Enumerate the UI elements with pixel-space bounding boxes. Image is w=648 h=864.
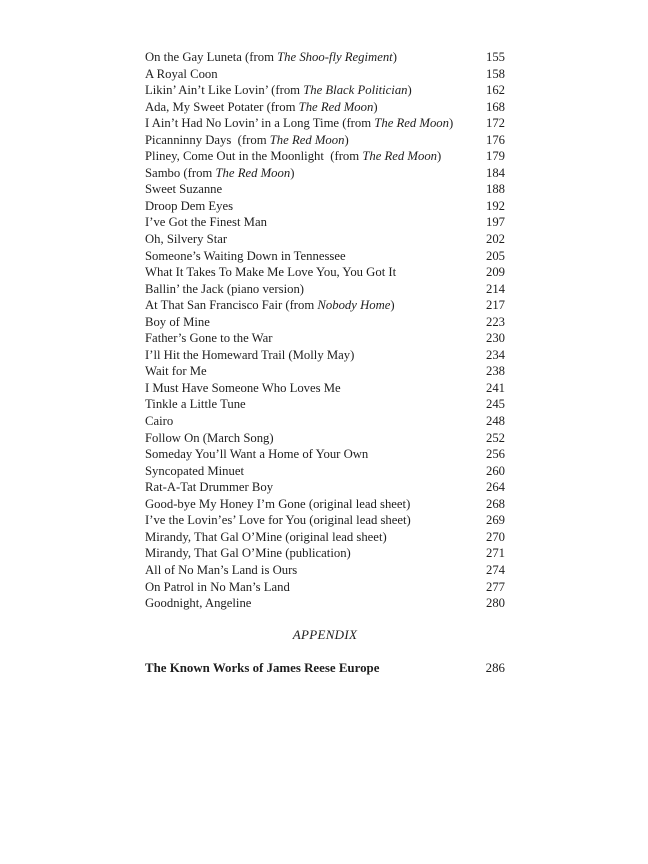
entry-title-post: ) [290,165,295,180]
toc-entry-title [145,446,368,463]
toc-entry [145,264,505,281]
toc-entry [145,380,505,397]
toc-entry [145,281,505,298]
toc-entry [145,165,505,182]
entry-title-post: ) [344,132,349,147]
toc-entry [145,248,505,265]
entry-page-number: 179 [485,149,505,164]
entry-page-number: 202 [485,232,505,247]
toc-entry [145,479,505,496]
entry-title-pre: I’ve Got the Finest Man [145,215,267,230]
toc-entry [145,529,505,546]
entry-page-number: 230 [485,331,505,346]
entry-title-pre: On the Gay Luneta (from [145,50,278,64]
toc-entry-title [145,330,272,347]
toc-entry-title [145,595,251,612]
appendix-entry [145,661,505,676]
entry-page-number: 268 [485,496,505,511]
entry-title-italic: Nobody Home [317,298,391,313]
entry-page-number: 280 [485,596,505,611]
toc-entry [145,363,505,380]
toc-entry-title [145,281,304,298]
entry-title-post: ) [392,50,397,64]
toc-entry-title [145,413,173,430]
entry-title-italic: The Red Moon [269,132,345,147]
toc-entry-title [145,49,397,66]
toc-entry-title [145,297,395,314]
toc-entry [145,579,505,596]
toc-entry [145,297,505,314]
entry-page-number: 234 [485,347,505,362]
entry-page-number: 168 [485,99,505,114]
toc-entry-title [145,165,294,182]
toc-entry [145,314,505,331]
toc-entry [145,132,505,149]
entry-title-post: ) [373,99,378,114]
entry-page-number: 197 [485,215,505,230]
appendix-entry-page-number: 286 [485,661,505,675]
entry-page-number: 241 [485,380,505,395]
toc-entry [145,446,505,463]
toc-entry-title [145,264,396,281]
toc-entry-title [145,214,267,231]
entry-page-number: 205 [485,248,505,263]
entry-title-pre: Father’s Gone to the War [145,331,273,346]
entry-page-number: 252 [485,430,505,445]
entry-title-pre: Wait for Me [145,364,207,379]
toc-entry-title [145,463,244,480]
toc-entry [145,562,505,579]
toc-entry [145,214,505,231]
entry-title-pre: Oh, Silvery Star [145,232,228,247]
entry-title-pre: Good-bye My Honey I’m Gone (original lead sheet) [145,496,411,511]
toc-entry-title [145,99,378,116]
entry-title-pre: Picanninny Days (from [145,132,270,147]
toc-entry-title [145,314,210,331]
entry-title-pre: Mirandy, That Gal O’Mine (original lead sheet) [145,529,387,544]
toc-entry [145,512,505,529]
toc-entry-title [145,248,346,265]
entry-page-number: 217 [485,298,505,313]
entry-title-italic: The Black Politician [303,83,408,98]
entry-page-number: 277 [485,579,505,594]
toc-entry [145,496,505,513]
toc-entry [145,66,505,83]
entry-title-pre: Ballin’ the Jack (piano version) [145,281,305,296]
toc-entry-title [145,529,387,546]
toc-entry-title [145,66,218,83]
entry-page-number: 248 [485,414,505,429]
entry-page-number: 176 [485,132,505,147]
entry-title-pre: At That San Francisco Fair (from [145,298,318,313]
toc-entry [145,115,505,132]
entry-title-pre: Likin’ Ain’t Like Lovin’ (from [145,83,304,98]
entry-title-pre: Pliney, Come Out in the Moonlight (from [145,149,363,164]
toc-entry-title [145,579,290,596]
entry-page-number: 238 [485,364,505,379]
entry-page-number: 162 [485,83,505,98]
toc-entry-title [145,380,341,397]
entry-title-italic: The Red Moon [374,116,449,131]
entry-title-pre: On Patrol in No Man’s Land [145,579,290,594]
toc-entry-title [145,132,349,149]
entry-page-number: 256 [485,447,505,462]
toc-entry [145,198,505,215]
entry-page-number: 209 [485,265,505,280]
entry-page-number: 155 [485,50,505,64]
toc-entry [145,148,505,165]
entry-title-post: ) [390,298,395,313]
toc-entry [145,99,505,116]
toc-entry-title [145,512,411,529]
toc-entry [145,463,505,480]
toc-entry-title [145,198,233,215]
entry-title-post: ) [407,83,412,98]
entry-title-pre: I Must Have Someone Who Loves Me [145,380,341,395]
entry-title-italic: The Shoo-fly Regiment [277,50,393,64]
entry-title-pre: Rat-A-Tat Drummer Boy [145,480,274,495]
toc-entry-title [145,82,412,99]
entry-page-number: 264 [485,480,505,495]
entry-page-number: 192 [485,198,505,213]
entry-title-pre: Sambo (from [145,165,216,180]
entry-title-pre: Someday You’ll Want a Home of Your Own [145,447,369,462]
toc-entry [145,347,505,364]
toc-entry [145,396,505,413]
toc-entry [145,181,505,198]
entry-title-pre: Goodnight, Angeline [145,596,252,611]
toc-entry-title [145,430,274,447]
entry-title-pre: Cairo [145,414,174,429]
entry-title-italic: The Red Moon [298,99,374,114]
toc-entry-title [145,148,441,165]
entry-title-pre: Sweet Suzanne [145,182,223,197]
toc-entry [145,82,505,99]
entry-page-number: 223 [485,314,505,329]
entry-title-pre: Tinkle a Little Tune [145,397,246,412]
entry-page-number: 274 [485,562,505,577]
toc-list [145,49,505,612]
entry-page-number: 172 [485,116,505,131]
entry-page-number: 260 [485,463,505,478]
entry-title-pre: I’ll Hit the Homeward Trail (Molly May) [145,347,355,362]
toc-entry [145,49,505,66]
toc-entry-title [145,562,297,579]
entry-page-number: 245 [485,397,505,412]
entry-title-italic: The Red Moon [215,165,291,180]
appendix-entry-title: The Known Works of James Reese Europe [145,661,380,675]
toc-entry [145,430,505,447]
entry-page-number: 270 [485,529,505,544]
entry-page-number: 158 [485,66,505,81]
toc-entry [145,413,505,430]
entry-title-pre: Follow On (March Song) [145,430,274,445]
toc-entry-title [145,115,453,132]
entry-title-italic: The Red Moon [362,149,438,164]
toc-entry-title [145,231,227,248]
entry-title-pre: Ada, My Sweet Potater (from [145,99,299,114]
entry-title-post: ) [449,116,454,131]
toc-entry-title [145,496,410,513]
toc-entry-title [145,396,246,413]
toc-entry-title [145,479,273,496]
entry-title-pre: Mirandy, That Gal O’Mine (publication) [145,546,351,561]
entry-page-number: 271 [485,546,505,561]
entry-title-pre: A Royal Coon [145,66,218,81]
entry-title-pre: Someone’s Waiting Down in Tennessee [145,248,346,263]
entry-title-post: ) [437,149,442,164]
entry-title-pre: All of No Man’s Land is Ours [145,562,298,577]
toc-entry-title [145,363,207,380]
entry-title-pre: Droop Dem Eyes [145,198,234,213]
entry-page-number: 188 [485,182,505,197]
toc-entry-title [145,545,351,562]
entry-title-pre: I’ve the Lovin’es’ Love for You (original lead sheet) [145,513,411,528]
toc-entry [145,231,505,248]
entry-title-pre: I Ain’t Had No Lovin’ in a Long Time (from [145,116,375,131]
entry-title-pre: Boy of Mine [145,314,210,329]
appendix-heading: APPENDIX [292,627,358,642]
toc-entry [145,545,505,562]
toc-entry-title [145,181,222,198]
toc-entry [145,330,505,347]
toc-entry-title [145,347,354,364]
entry-page-number: 269 [485,513,505,528]
entry-title-pre: What It Takes To Make Me Love You, You Got It [145,265,397,280]
toc-entry [145,595,505,612]
entry-page-number: 214 [485,281,505,296]
entry-page-number: 184 [485,165,505,180]
entry-title-pre: Syncopated Minuet [145,463,245,478]
